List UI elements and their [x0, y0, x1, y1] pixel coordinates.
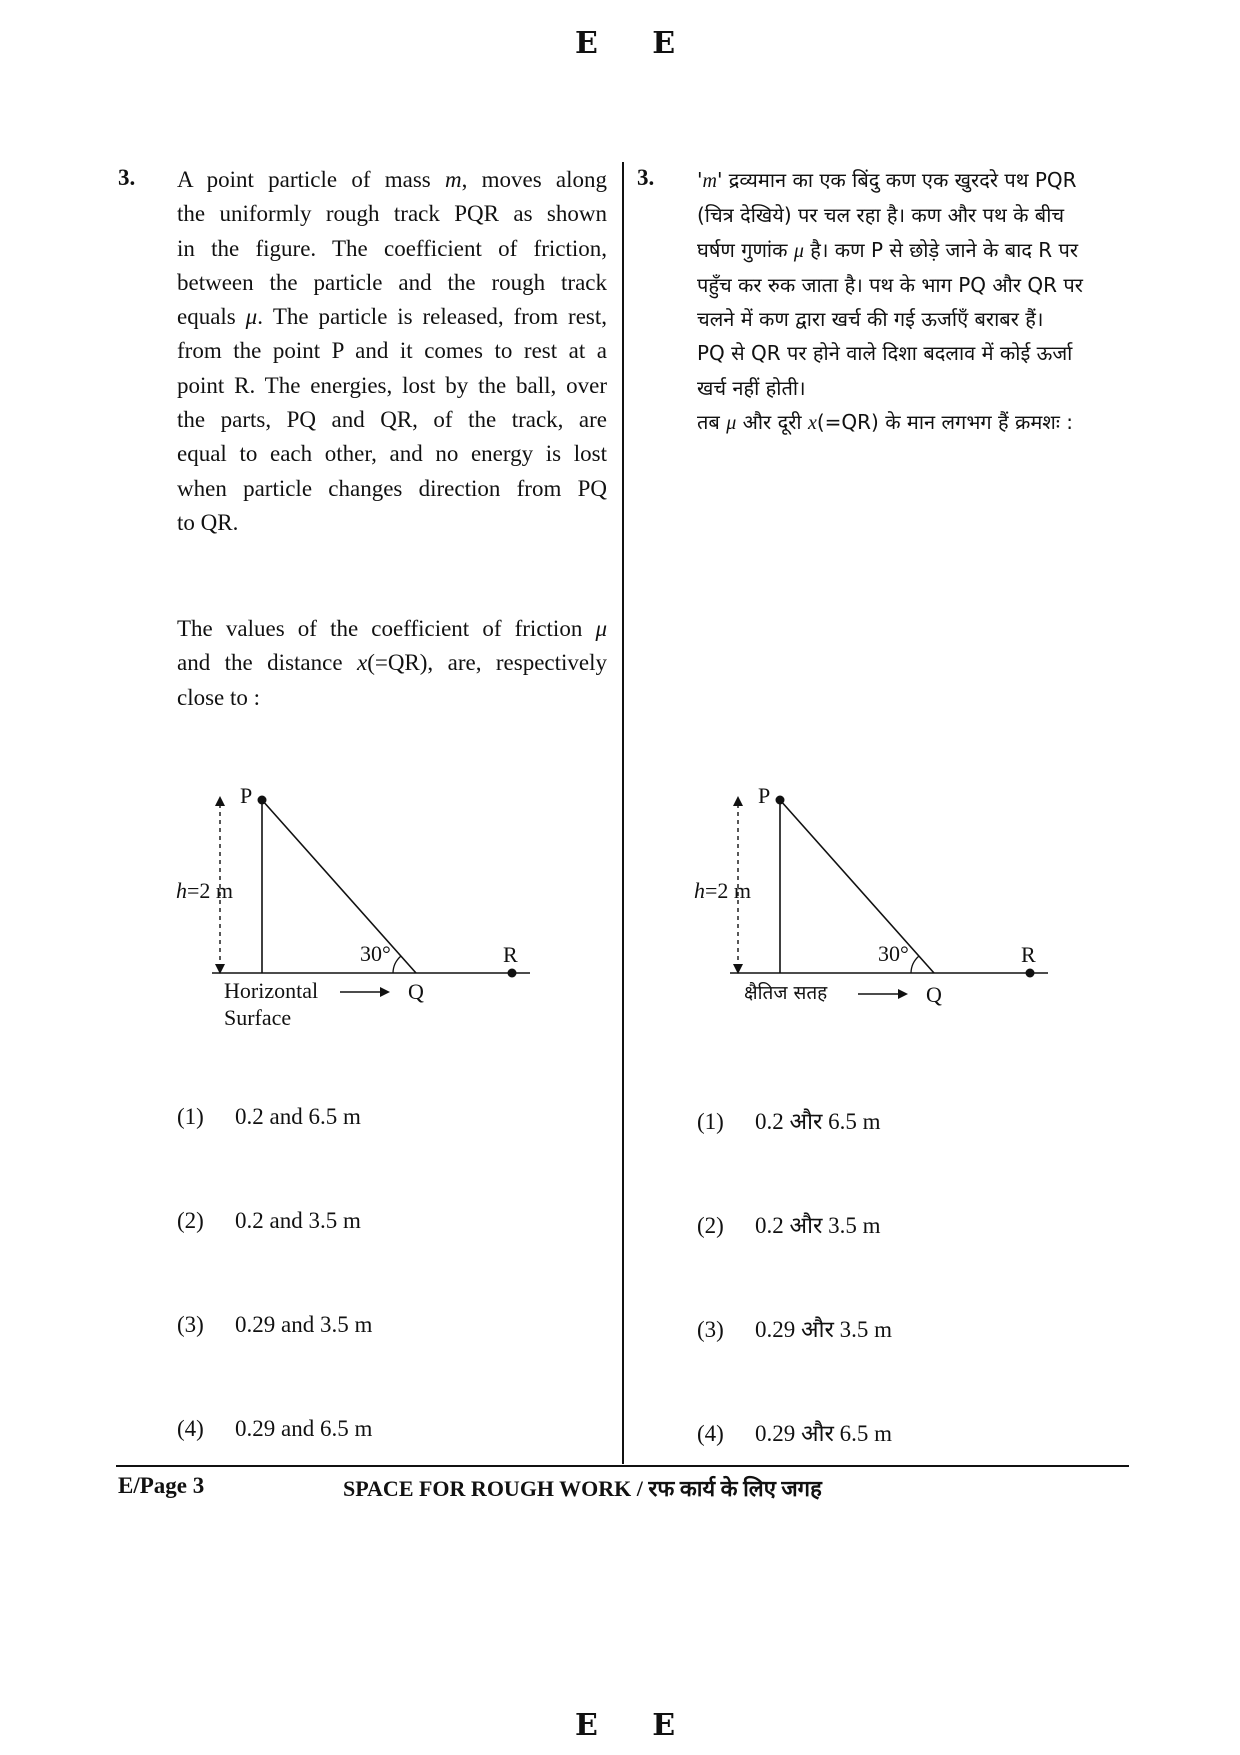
- arrowhead-right-icon: [380, 987, 390, 997]
- option-text: 0.29 और 6.5 m: [755, 1421, 893, 1446]
- bottom-marks: E E: [575, 1708, 698, 1743]
- point-p-dot: [776, 796, 785, 805]
- option-2-hi[interactable]: [697, 1208, 881, 1240]
- column-divider: [622, 162, 624, 1464]
- prompt-line-en: close to :: [177, 684, 261, 710]
- label-p: P: [758, 783, 771, 808]
- question-line-en: equal to each other, and no energy is lost: [177, 441, 607, 467]
- surface-label: क्षैतिज सतह: [744, 982, 828, 1004]
- rough-work-label: SPACE FOR ROUGH WORK / रफ कार्य के लिए जगह: [343, 1476, 822, 1501]
- question-line-en: from the point P and it comes to rest at a: [177, 338, 607, 364]
- option-text: 0.29 and 6.5 m: [235, 1416, 373, 1441]
- option-text: 0.29 और 3.5 m: [755, 1317, 893, 1342]
- label-q: Q: [408, 979, 424, 1004]
- option-text: 0.2 और 6.5 m: [755, 1109, 881, 1134]
- height-label: h=2 m: [694, 878, 752, 903]
- option-text: 0.2 and 3.5 m: [235, 1208, 361, 1233]
- footer-rule: [116, 1465, 1129, 1467]
- question-text-en: [177, 163, 607, 540]
- question-line-en: when particle changes direction from PQ: [177, 475, 607, 501]
- option-text: 0.2 and 6.5 m: [235, 1104, 361, 1129]
- question-number-en: 3.: [118, 165, 136, 190]
- option-number: (4): [177, 1416, 204, 1441]
- header-marks: E E: [575, 26, 698, 61]
- option-text: 0.29 and 3.5 m: [235, 1312, 373, 1337]
- question-line-hi: PQ से QR पर होने वाले दिशा बदलाव में कोई ऊर्जा: [697, 341, 1073, 366]
- question-line-en: between the particle and the rough track: [177, 269, 607, 295]
- prompt-line-en: The values of the coefficient of friction μ: [177, 616, 607, 641]
- option-1-en[interactable]: [177, 1104, 361, 1130]
- option-number: (2): [697, 1213, 724, 1238]
- option-number: (1): [177, 1104, 204, 1129]
- question-line-hi: चलने में कण द्वारा खर्च की गई ऊर्जाएँ बराबर हैं।: [697, 307, 1044, 332]
- option-text: 0.2 और 3.5 m: [755, 1213, 881, 1238]
- track-figure-hi: [680, 780, 1060, 1020]
- question-line-hi: खर्च नहीं होती।: [697, 375, 806, 400]
- surface-label-line1: Horizontal: [224, 978, 319, 1003]
- question-number-hi: 3.: [637, 165, 655, 190]
- label-q: Q: [926, 982, 942, 1007]
- question-text-hi: [697, 163, 1129, 440]
- angle-label: 30°: [360, 941, 391, 966]
- option-4-en[interactable]: [177, 1416, 372, 1442]
- angle-label: 30°: [878, 941, 909, 966]
- surface-label-line2: Surface: [224, 1005, 292, 1030]
- label-r: R: [1021, 942, 1036, 967]
- point-r-dot: [508, 969, 517, 978]
- prompt-line-en: and the distance x(=QR), are, respectively: [177, 650, 607, 676]
- option-1-hi[interactable]: [697, 1104, 881, 1136]
- angle-arc: [393, 956, 401, 973]
- option-4-hi[interactable]: [697, 1416, 892, 1448]
- point-r-dot: [1026, 969, 1035, 978]
- question-line-en: the parts, PQ and QR, of the track, are: [177, 407, 607, 433]
- option-number: (3): [177, 1312, 204, 1337]
- option-2-en[interactable]: [177, 1208, 361, 1234]
- prompt-text-en: [177, 612, 607, 715]
- question-line-en: point R. The energies, lost by the ball, over: [177, 372, 607, 398]
- label-r: R: [503, 942, 518, 967]
- question-line-hi: (चित्र देखिये) पर चल रहा है। कण और पथ के बीच: [697, 203, 1065, 228]
- angle-arc: [911, 956, 919, 973]
- question-line-hi: पहुँच कर रुक जाता है। पथ के भाग PQ और QR पर: [697, 272, 1083, 297]
- question-line-en: the uniformly rough track PQR as shown: [177, 201, 607, 227]
- incline-pq: [262, 800, 416, 973]
- question-line-en: equals μ. The particle is released, from rest,: [177, 304, 607, 330]
- arrowhead-up-icon: [733, 796, 743, 806]
- question-line-en: to QR.: [177, 509, 239, 535]
- arrowhead-up-icon: [215, 796, 225, 806]
- question-line-hi: घर्षण गुणांक μ है। कण P से छोड़े जाने के बाद R पर: [697, 237, 1079, 262]
- track-figure-en: [160, 780, 540, 1040]
- option-number: (3): [697, 1317, 724, 1342]
- question-line-hi: 'm' द्रव्यमान का एक बिंदु कण एक खुरदरे पथ PQR: [697, 168, 1077, 192]
- option-number: (4): [697, 1421, 724, 1446]
- option-3-hi[interactable]: [697, 1312, 892, 1344]
- page-number: E/Page 3: [118, 1473, 205, 1498]
- height-label: h=2 m: [176, 878, 234, 903]
- incline-pq: [780, 800, 934, 973]
- question-line-en: in the figure. The coefficient of friction,: [177, 235, 607, 261]
- option-3-en[interactable]: [177, 1312, 372, 1338]
- question-line-hi: तब μ और दूरी x(=QR) के मान लगभग हैं क्रमशः :: [697, 410, 1074, 435]
- question-line-en: A point particle of mass m, moves along: [177, 167, 607, 192]
- option-number: (2): [177, 1208, 204, 1233]
- option-number: (1): [697, 1109, 724, 1134]
- point-p-dot: [258, 796, 267, 805]
- arrowhead-right-icon: [898, 989, 908, 999]
- label-p: P: [240, 783, 253, 808]
